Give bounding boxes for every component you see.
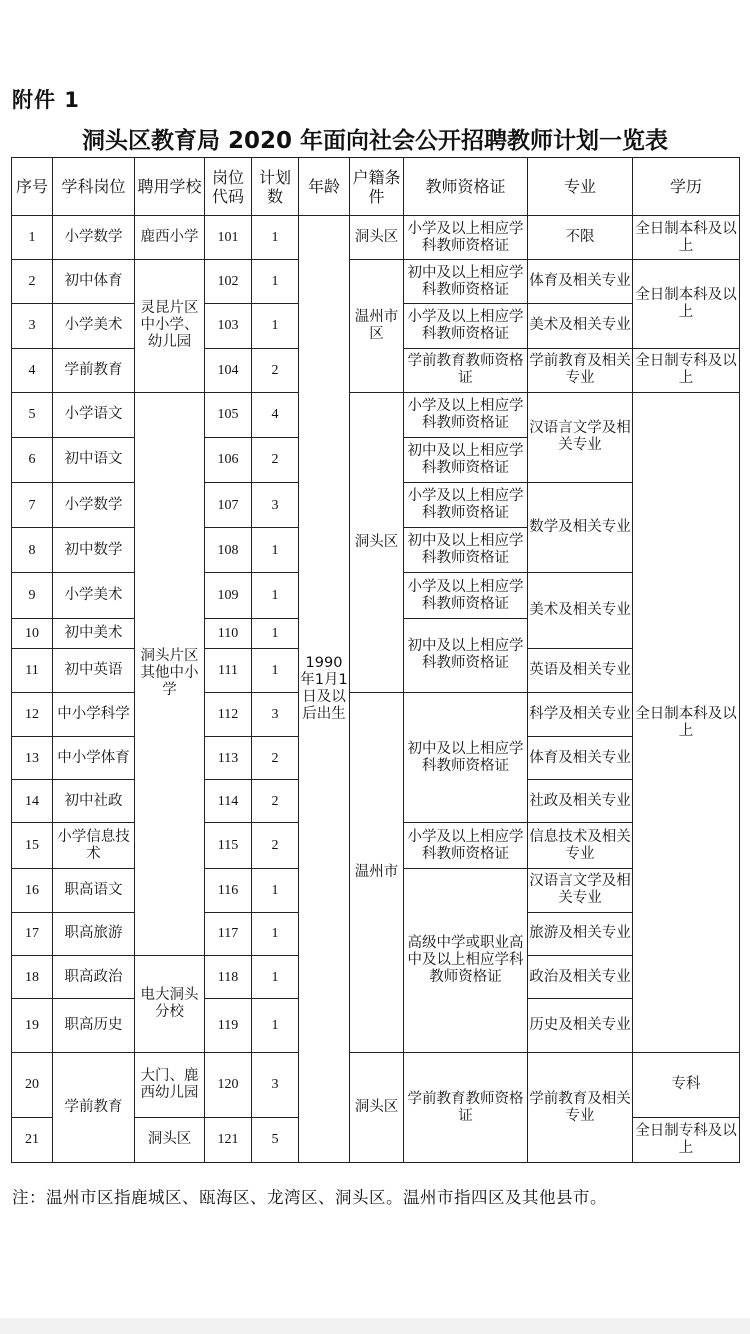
- row-plan: 2: [252, 737, 299, 780]
- row-plan: 1: [252, 868, 299, 912]
- row-edu: 专科: [633, 1053, 740, 1117]
- row-plan: 2: [252, 348, 299, 392]
- row-cert: 高级中学或职业高中及以上相应学科教师资格证: [404, 868, 528, 1053]
- row-plan: 1: [252, 648, 299, 692]
- row-plan: 1: [252, 216, 299, 260]
- row-subject: 职高语文: [53, 868, 135, 912]
- row-major: 旅游及相关专业: [528, 912, 633, 955]
- row-major: 历史及相关专业: [528, 999, 633, 1053]
- row-seq: 6: [12, 437, 53, 482]
- row-age: 1990年1月1日及以后出生: [299, 216, 350, 1163]
- row-subject: 学前教育: [53, 1053, 135, 1163]
- row-plan: 2: [252, 823, 299, 868]
- row-major: 体育及相关专业: [528, 260, 633, 304]
- row-subject: 初中美术: [53, 618, 135, 648]
- row-cert: 小学及以上相应学科教师资格证: [404, 573, 528, 618]
- row-code: 110: [205, 618, 252, 648]
- row-residence: 温州市区: [350, 260, 404, 393]
- row-subject: 初中语文: [53, 437, 135, 482]
- row-seq: 1: [12, 216, 53, 260]
- row-plan: 3: [252, 483, 299, 528]
- row-major: 美术及相关专业: [528, 304, 633, 348]
- row-major: 美术及相关专业: [528, 573, 633, 648]
- row-seq: 17: [12, 912, 53, 955]
- row-cert: 初中及以上相应学科教师资格证: [404, 618, 528, 692]
- row-major: 数学及相关专业: [528, 483, 633, 573]
- header-seq: 序号: [12, 158, 53, 216]
- row-seq: 21: [12, 1117, 53, 1162]
- table-row: [12, 216, 740, 260]
- attachment-label: 附件 1: [12, 88, 80, 112]
- row-school: 洞头区: [135, 1117, 205, 1162]
- row-subject: 小学美术: [53, 304, 135, 348]
- table-row: [12, 260, 740, 304]
- row-plan: 3: [252, 1053, 299, 1117]
- header-cert: 教师资格证: [404, 158, 528, 216]
- row-residence: 洞头区: [350, 392, 404, 692]
- row-code: 105: [205, 392, 252, 437]
- row-code: 101: [205, 216, 252, 260]
- row-cert: 小学及以上相应学科教师资格证: [404, 216, 528, 260]
- row-seq: 9: [12, 573, 53, 618]
- row-subject: 初中社政: [53, 780, 135, 823]
- row-subject: 小学信息技术: [53, 823, 135, 868]
- row-code: 115: [205, 823, 252, 868]
- row-subject: 初中体育: [53, 260, 135, 304]
- row-code: 120: [205, 1053, 252, 1117]
- row-seq: 5: [12, 392, 53, 437]
- row-subject: 初中数学: [53, 528, 135, 573]
- bottom-bar: [0, 1318, 750, 1334]
- row-code: 119: [205, 999, 252, 1053]
- row-major: 科学及相关专业: [528, 692, 633, 736]
- header-school: 聘用学校: [135, 158, 205, 216]
- row-subject: 中小学科学: [53, 692, 135, 736]
- row-edu: 全日制专科及以上: [633, 1117, 740, 1162]
- row-plan: 5: [252, 1117, 299, 1162]
- row-plan: 1: [252, 573, 299, 618]
- row-seq: 18: [12, 955, 53, 998]
- row-plan: 1: [252, 260, 299, 304]
- header-code: 岗位代码: [205, 158, 252, 216]
- row-major: 汉语言文学及相关专业: [528, 392, 633, 482]
- row-cert: 学前教育教师资格证: [404, 348, 528, 392]
- row-residence: 洞头区: [350, 216, 404, 260]
- row-cert: 学前教育教师资格证: [404, 1053, 528, 1163]
- row-residence: 温州市: [350, 692, 404, 1052]
- row-code: 104: [205, 348, 252, 392]
- row-edu: 全日制专科及以上: [633, 348, 740, 392]
- row-code: 108: [205, 528, 252, 573]
- row-subject: 学前教育: [53, 348, 135, 392]
- row-cert: 初中及以上相应学科教师资格证: [404, 437, 528, 482]
- table-row: [12, 392, 740, 437]
- row-code: 121: [205, 1117, 252, 1162]
- header-subject: 学科岗位: [53, 158, 135, 216]
- row-major: 社政及相关专业: [528, 780, 633, 823]
- row-major: 政治及相关专业: [528, 955, 633, 998]
- page-title: 洞头区教育局 2020 年面向社会公开招聘教师计划一览表: [81, 128, 669, 154]
- row-school: 洞头片区其他中小学: [135, 392, 205, 955]
- row-plan: 1: [252, 999, 299, 1053]
- row-code: 102: [205, 260, 252, 304]
- row-school: 大门、鹿西幼儿园: [135, 1053, 205, 1117]
- row-school: 灵昆片区中小学、幼儿园: [135, 260, 205, 393]
- row-major: 不限: [528, 216, 633, 260]
- table-row: [12, 1053, 740, 1117]
- row-code: 106: [205, 437, 252, 482]
- row-code: 103: [205, 304, 252, 348]
- row-subject: 初中英语: [53, 648, 135, 692]
- row-seq: 16: [12, 868, 53, 912]
- header-age: 年龄: [299, 158, 350, 216]
- row-seq: 13: [12, 737, 53, 780]
- row-subject: 职高历史: [53, 999, 135, 1053]
- row-major: 学前教育及相关专业: [528, 1053, 633, 1163]
- row-seq: 12: [12, 692, 53, 736]
- row-seq: 11: [12, 648, 53, 692]
- row-major: 体育及相关专业: [528, 737, 633, 780]
- row-code: 109: [205, 573, 252, 618]
- row-plan: 1: [252, 955, 299, 998]
- row-plan: 1: [252, 304, 299, 348]
- row-residence: 洞头区: [350, 1053, 404, 1163]
- header-major: 专业: [528, 158, 633, 216]
- row-code: 113: [205, 737, 252, 780]
- row-plan: 2: [252, 437, 299, 482]
- row-cert: 小学及以上相应学科教师资格证: [404, 483, 528, 528]
- row-code: 117: [205, 912, 252, 955]
- row-code: 114: [205, 780, 252, 823]
- row-code: 112: [205, 692, 252, 736]
- row-code: 111: [205, 648, 252, 692]
- row-seq: 2: [12, 260, 53, 304]
- header-edu: 学历: [633, 158, 740, 216]
- row-subject: 职高政治: [53, 955, 135, 998]
- header-row: [12, 158, 740, 216]
- row-cert: 小学及以上相应学科教师资格证: [404, 823, 528, 868]
- row-subject: 小学数学: [53, 483, 135, 528]
- header-plan: 计划数: [252, 158, 299, 216]
- footnote: 注：温州市区指鹿城区、瓯海区、龙湾区、洞头区。温州市指四区及其他县市。: [12, 1188, 607, 1207]
- row-plan: 1: [252, 618, 299, 648]
- row-subject: 小学数学: [53, 216, 135, 260]
- row-major: 信息技术及相关专业: [528, 823, 633, 868]
- row-cert: 初中及以上相应学科教师资格证: [404, 692, 528, 823]
- row-plan: 2: [252, 780, 299, 823]
- row-major: 汉语言文学及相关专业: [528, 868, 633, 912]
- row-code: 107: [205, 483, 252, 528]
- row-code: 116: [205, 868, 252, 912]
- row-plan: 1: [252, 528, 299, 573]
- row-major: 英语及相关专业: [528, 648, 633, 692]
- row-seq: 19: [12, 999, 53, 1053]
- row-cert: 初中及以上相应学科教师资格证: [404, 528, 528, 573]
- row-cert: 初中及以上相应学科教师资格证: [404, 260, 528, 304]
- table-row: [12, 692, 740, 736]
- row-school: 电大洞头分校: [135, 955, 205, 1052]
- row-edu: 全日制本科及以上: [633, 260, 740, 348]
- row-seq: 7: [12, 483, 53, 528]
- row-school: 鹿西小学: [135, 216, 205, 260]
- row-subject: 小学语文: [53, 392, 135, 437]
- row-seq: 15: [12, 823, 53, 868]
- recruitment-plan-table: [11, 157, 740, 1163]
- row-seq: 20: [12, 1053, 53, 1117]
- row-code: 118: [205, 955, 252, 998]
- row-plan: 4: [252, 392, 299, 437]
- row-seq: 4: [12, 348, 53, 392]
- row-cert: 小学及以上相应学科教师资格证: [404, 392, 528, 437]
- row-subject: 职高旅游: [53, 912, 135, 955]
- row-edu: 全日制本科及以上: [633, 216, 740, 260]
- row-cert: 小学及以上相应学科教师资格证: [404, 304, 528, 348]
- row-seq: 14: [12, 780, 53, 823]
- row-seq: 10: [12, 618, 53, 648]
- row-plan: 1: [252, 912, 299, 955]
- row-subject: 小学美术: [53, 573, 135, 618]
- row-seq: 8: [12, 528, 53, 573]
- header-residence: 户籍条件: [350, 158, 404, 216]
- row-seq: 3: [12, 304, 53, 348]
- row-plan: 3: [252, 692, 299, 736]
- row-subject: 中小学体育: [53, 737, 135, 780]
- row-edu: 全日制本科及以上: [633, 392, 740, 1053]
- row-major: 学前教育及相关专业: [528, 348, 633, 392]
